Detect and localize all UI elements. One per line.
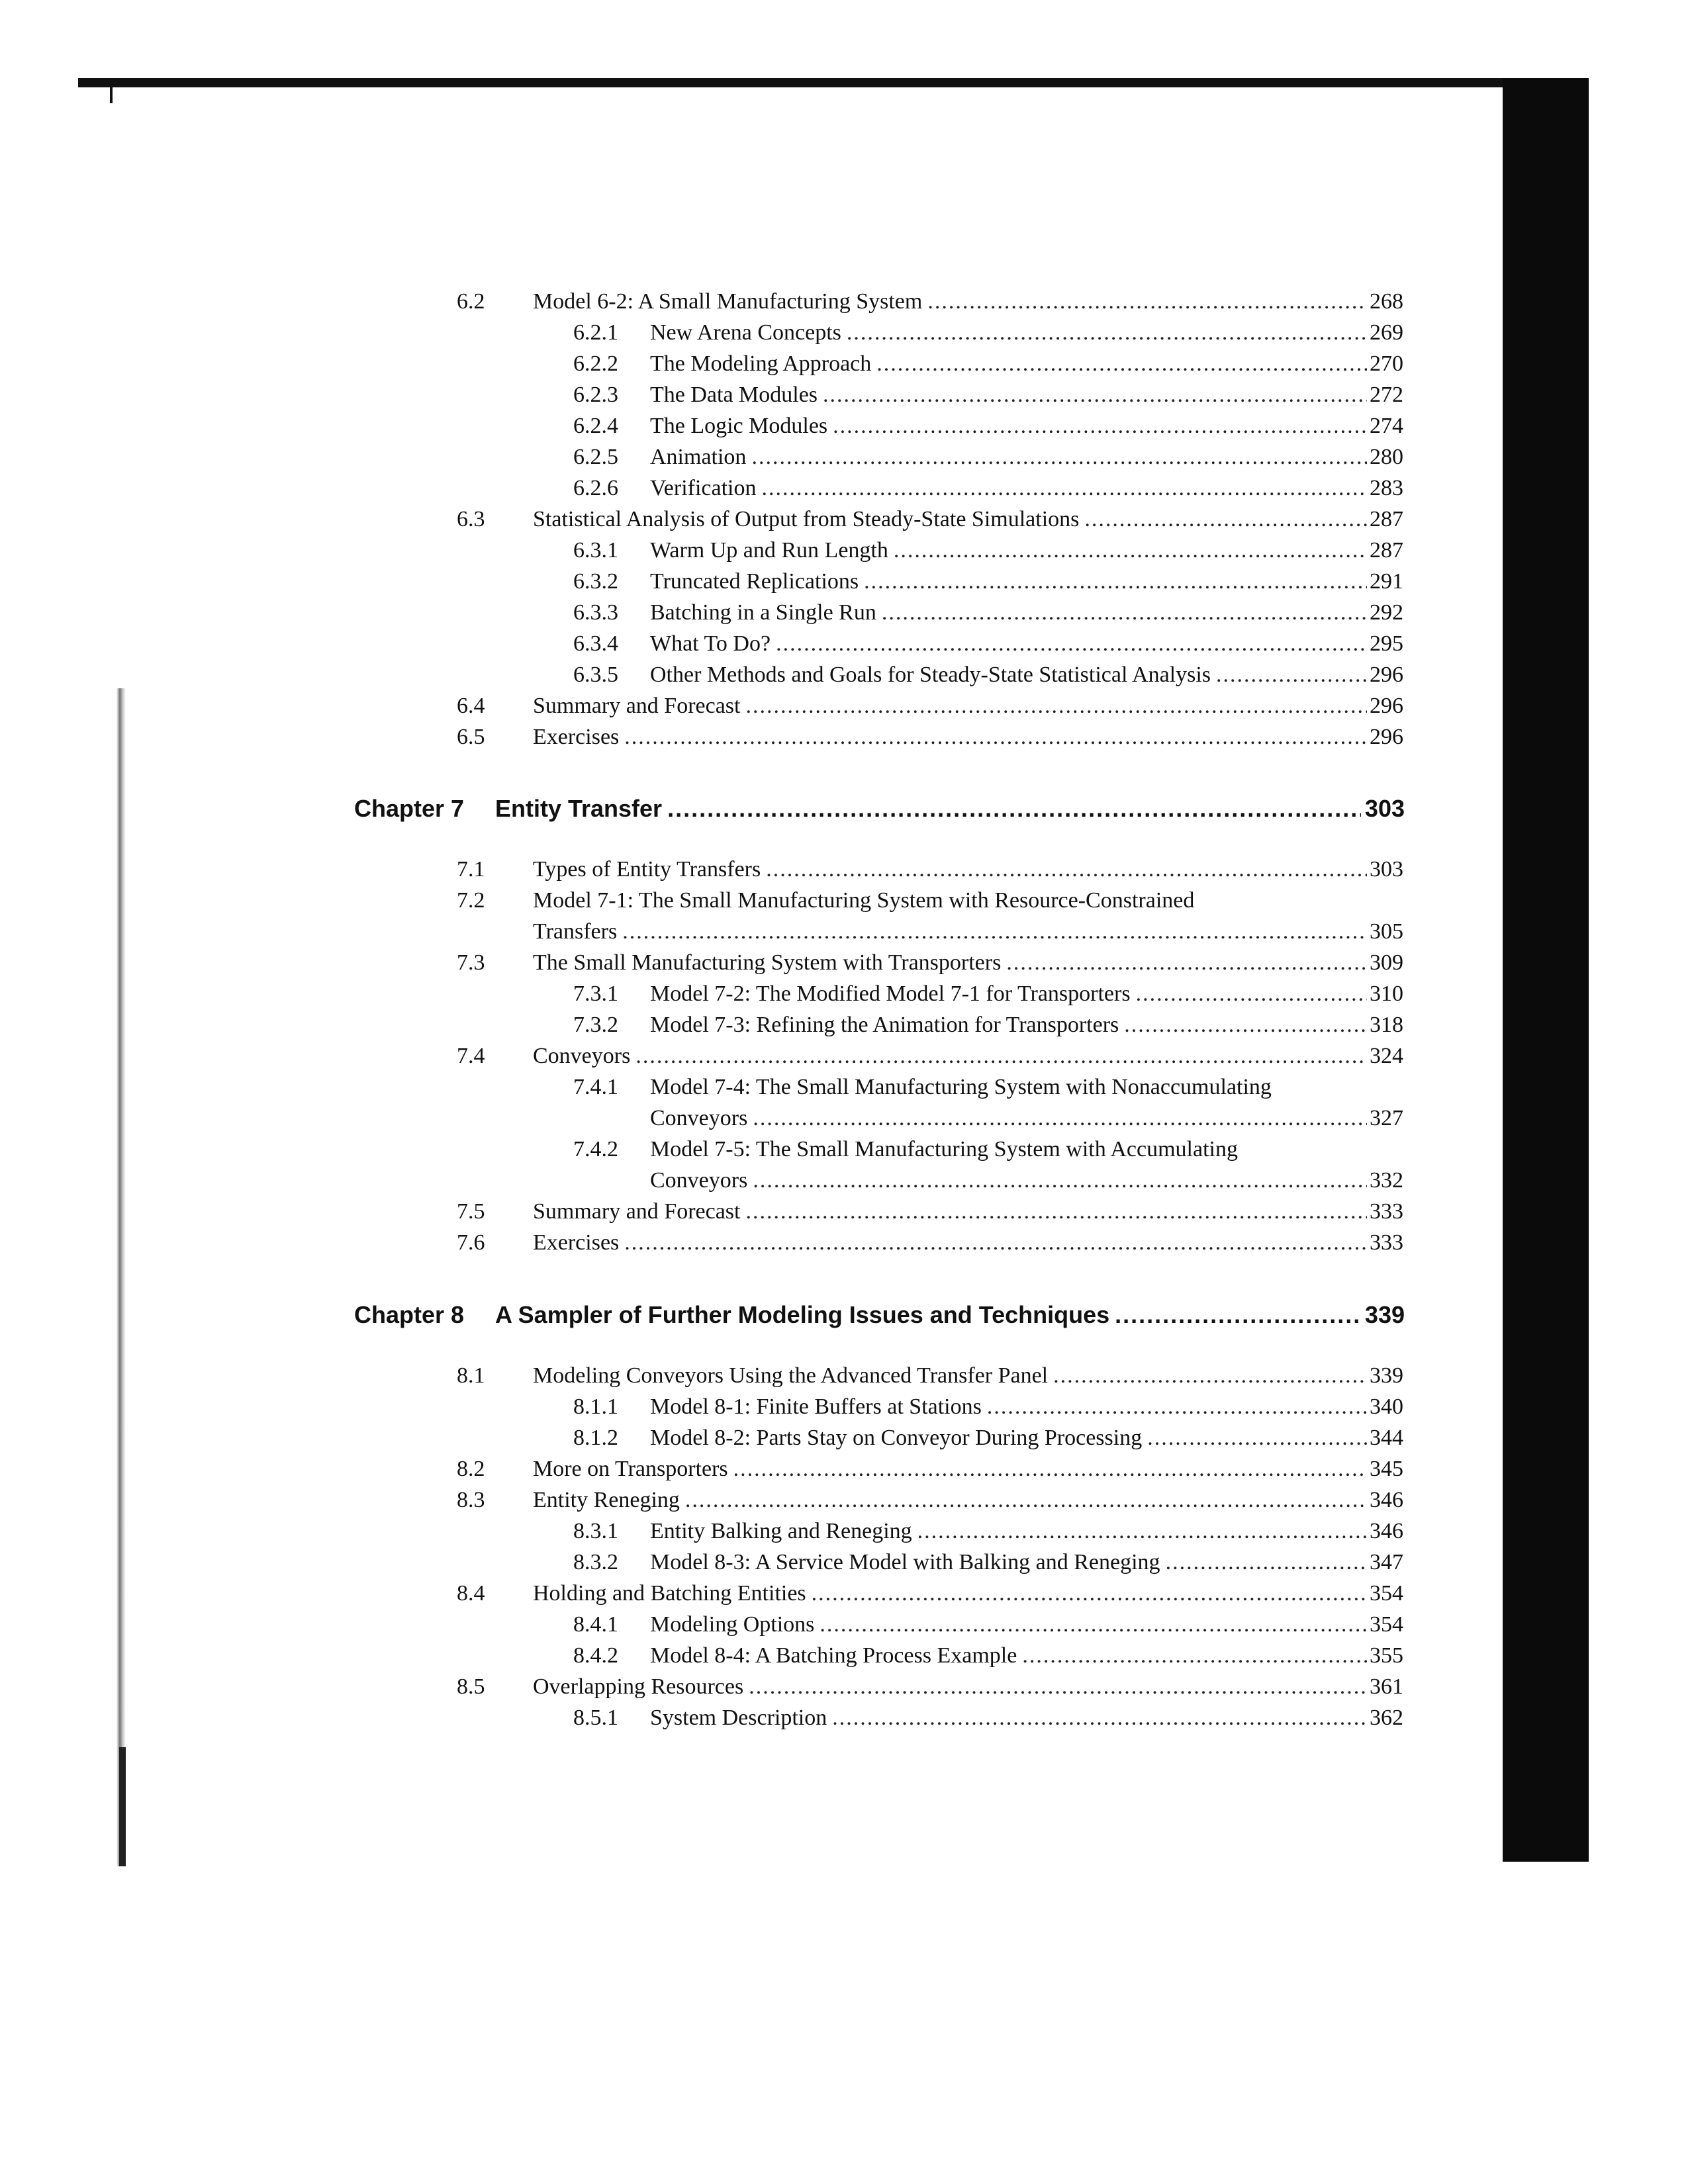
toc-title: Model 8-4: A Batching Process Example <box>650 1643 1017 1668</box>
toc-title: The Data Modules <box>650 383 818 407</box>
toc-title: Overlapping Resources <box>533 1674 744 1699</box>
toc-title: Statistical Analysis of Output from Steady-State Simulations <box>533 507 1080 531</box>
toc-num: 8.1.1 <box>573 1394 618 1419</box>
toc-title: Exercises <box>533 725 620 749</box>
toc-num: 8.3 <box>457 1488 485 1512</box>
toc-num: 6.2.4 <box>573 414 618 438</box>
toc-num: 6.3.5 <box>573 662 618 687</box>
scan-top-edge <box>78 78 1589 87</box>
toc-title-line1[interactable]: Model 7-1: The Small Manufacturing System with Resource-Constrained <box>533 888 1195 913</box>
leader-dots <box>927 286 1367 318</box>
toc-page: 354 <box>1370 1612 1403 1637</box>
toc-page: 327 <box>1370 1106 1403 1130</box>
chapter-page: 303 <box>1364 795 1405 822</box>
toc-num: 8.1.2 <box>573 1426 618 1450</box>
toc-page: 339 <box>1370 1363 1403 1388</box>
toc-page: 295 <box>1370 631 1403 656</box>
leader-dots <box>1022 1640 1367 1672</box>
toc-page: 280 <box>1370 445 1403 469</box>
toc-page: 354 <box>1370 1581 1403 1606</box>
toc-title: Model 7-2: The Modified Model 7-1 for Transporters <box>650 981 1131 1006</box>
chapter-title: A Sampler of Further Modeling Issues and Techniques <box>495 1301 1110 1328</box>
toc-entry-6-3-1[interactable] <box>650 535 1403 567</box>
toc-num: 8.5 <box>457 1674 485 1699</box>
toc-num: 8.4.2 <box>573 1643 618 1668</box>
leader-dots <box>1216 659 1367 691</box>
toc-num: 7.3.2 <box>573 1013 618 1037</box>
toc-entry-7-3[interactable] <box>533 947 1403 979</box>
toc-page: 291 <box>1370 569 1403 594</box>
toc-num: 6.2.1 <box>573 320 618 345</box>
leader-dots <box>1006 947 1367 979</box>
toc-num: 8.4.1 <box>573 1612 618 1637</box>
toc-title: Model 7-3: Refining the Animation for Transporters <box>650 1013 1119 1037</box>
toc-num: 7.4.2 <box>573 1137 618 1161</box>
toc-title: Summary and Forecast <box>533 694 741 718</box>
toc-title: Summary and Forecast <box>533 1199 741 1224</box>
toc-page: 303 <box>1370 857 1403 882</box>
toc-page: 344 <box>1370 1426 1403 1450</box>
toc-num: 7.3 <box>457 950 485 975</box>
toc-title: What To Do? <box>650 631 771 656</box>
toc-page: 292 <box>1370 600 1403 625</box>
toc-num: 7.4.1 <box>573 1075 618 1099</box>
toc-title: Modeling Conveyors Using the Advanced Transfer Panel <box>533 1363 1049 1388</box>
leader-dots <box>832 1702 1367 1734</box>
leader-dots <box>624 1227 1367 1259</box>
leader-dots <box>762 473 1368 504</box>
leader-dots <box>1053 1360 1367 1392</box>
toc-num: 7.1 <box>457 857 485 882</box>
leader-dots <box>833 410 1367 442</box>
toc-num: 6.2.2 <box>573 351 618 376</box>
chapter-page: 339 <box>1364 1301 1405 1328</box>
toc-entry-8-1[interactable] <box>533 1360 1403 1392</box>
toc-entry-6-3-2[interactable] <box>650 566 1403 598</box>
toc-page: 310 <box>1370 981 1403 1006</box>
leader-dots <box>882 597 1367 629</box>
toc-title: Model 6-2: A Small Manufacturing System <box>533 289 923 314</box>
leader-dots <box>749 1671 1367 1703</box>
toc-num: 6.2.5 <box>573 445 618 469</box>
toc-entry-6-3-5[interactable] <box>650 659 1403 691</box>
toc-title: Model 8-2: Parts Stay on Conveyor During Processing <box>650 1426 1143 1450</box>
toc-title: Model 8-1: Finite Buffers at Stations <box>650 1394 982 1419</box>
toc-entry-8-1-2[interactable] <box>650 1422 1403 1454</box>
toc-entry-7-4-2[interactable] <box>650 1165 1403 1197</box>
leader-dots <box>864 566 1367 598</box>
toc-num: 7.6 <box>457 1230 485 1255</box>
toc-title: The Small Manufacturing System with Transporters <box>533 950 1002 975</box>
toc-entry-6-3-4[interactable] <box>650 628 1403 660</box>
leader-dots <box>1124 1009 1367 1041</box>
toc-entry-7-4-1[interactable] <box>650 1103 1403 1134</box>
toc-page: 270 <box>1370 351 1403 376</box>
toc-page: 283 <box>1370 476 1403 500</box>
chapter-label: Chapter 7 <box>354 795 465 822</box>
toc-title-line2: Transfers <box>533 919 618 944</box>
leader-dots <box>820 1609 1367 1641</box>
toc-page: 296 <box>1370 725 1403 749</box>
toc-title: Truncated Replications <box>650 569 859 594</box>
toc-num: 8.3.2 <box>573 1550 618 1574</box>
toc-page: 287 <box>1370 507 1403 531</box>
toc-title-line2: Conveyors <box>650 1106 748 1130</box>
toc-page: 362 <box>1370 1706 1403 1730</box>
toc-entry-8-3-2[interactable] <box>650 1547 1403 1578</box>
toc-title-line1[interactable]: Model 7-5: The Small Manufacturing System with Accumulating <box>650 1137 1238 1161</box>
scan-right-edge <box>1503 78 1589 1862</box>
toc-page: 355 <box>1370 1643 1403 1668</box>
scan-left-edge-dark <box>119 1747 126 1866</box>
toc-num: 6.3 <box>457 507 485 531</box>
toc-num: 6.3.3 <box>573 600 618 625</box>
leader-dots <box>1136 978 1367 1010</box>
toc-entry-6-4[interactable] <box>533 690 1403 722</box>
toc-entry-7-2[interactable] <box>533 916 1403 948</box>
leader-dots <box>766 854 1367 886</box>
toc-entry-7-6[interactable] <box>533 1227 1403 1259</box>
toc-page: 340 <box>1370 1394 1403 1419</box>
toc-title: Entity Balking and Reneging <box>650 1519 912 1543</box>
toc-num: 6.2.6 <box>573 476 618 500</box>
toc-title: Holding and Batching Entities <box>533 1581 806 1606</box>
toc-page: 333 <box>1370 1199 1403 1224</box>
toc-title: Other Methods and Goals for Steady-State Statistical Analysis <box>650 662 1211 687</box>
toc-entry-8-4[interactable] <box>533 1578 1403 1610</box>
toc-page: 318 <box>1370 1013 1403 1037</box>
toc-entry-6-2-1[interactable] <box>650 317 1403 349</box>
toc-num: 6.3.2 <box>573 569 618 594</box>
chapter-7-heading[interactable] <box>354 792 1405 826</box>
leader-dots <box>733 1453 1367 1485</box>
leader-dots <box>876 348 1367 380</box>
toc-num: 8.3.1 <box>573 1519 618 1543</box>
leader-dots <box>823 379 1367 411</box>
leader-dots <box>1115 1298 1361 1332</box>
chapter-label: Chapter 8 <box>354 1301 465 1328</box>
toc-page: 287 <box>1370 538 1403 563</box>
leader-dots <box>1147 1422 1367 1454</box>
toc-num: 7.3.1 <box>573 981 618 1006</box>
toc-page: 305 <box>1370 919 1403 944</box>
leader-dots <box>1166 1547 1367 1578</box>
toc-num: 8.1 <box>457 1363 485 1388</box>
leader-dots <box>751 441 1367 473</box>
toc-num: 6.2 <box>457 289 485 314</box>
toc-title: New Arena Concepts <box>650 320 841 345</box>
toc-entry-8-3-1[interactable] <box>650 1516 1403 1547</box>
toc-entry-8-4-2[interactable] <box>650 1640 1403 1672</box>
toc-title: Modeling Options <box>650 1612 815 1637</box>
toc-entry-6-3-3[interactable] <box>650 597 1403 629</box>
toc-page: 332 <box>1370 1168 1403 1193</box>
toc-page: 268 <box>1370 289 1403 314</box>
toc-num: 7.4 <box>457 1044 485 1068</box>
toc-entry-7-3-1[interactable] <box>650 978 1403 1010</box>
toc-title-line2: Conveyors <box>650 1168 748 1193</box>
leader-dots <box>917 1516 1367 1547</box>
leader-dots <box>753 1165 1367 1197</box>
leader-dots <box>1084 504 1367 535</box>
toc-entry-6-5[interactable] <box>533 721 1403 753</box>
toc-page: 333 <box>1370 1230 1403 1255</box>
toc-page: 361 <box>1370 1674 1403 1699</box>
toc-page: 346 <box>1370 1519 1403 1543</box>
toc-entry-6-2-3[interactable] <box>650 379 1403 411</box>
toc-entry-8-1-1[interactable] <box>650 1391 1403 1423</box>
toc-page: 324 <box>1370 1044 1403 1068</box>
toc-entry-6-2[interactable] <box>533 286 1403 318</box>
toc-page: 345 <box>1370 1457 1403 1481</box>
chapter-title: Entity Transfer <box>495 795 663 822</box>
leader-dots <box>635 1040 1367 1072</box>
toc-entry-6-2-4[interactable] <box>650 410 1403 442</box>
toc-title-line1[interactable]: Model 7-4: The Small Manufacturing System with Nonaccumulating <box>650 1075 1272 1099</box>
leader-dots <box>667 792 1361 826</box>
leader-dots <box>746 1196 1368 1228</box>
toc-page: 269 <box>1370 320 1403 345</box>
toc-num: 8.5.1 <box>573 1706 618 1730</box>
toc-entry-7-4[interactable] <box>533 1040 1403 1072</box>
leader-dots <box>987 1391 1367 1423</box>
toc-title: Verification <box>650 476 757 500</box>
toc-title: Warm Up and Run Length <box>650 538 888 563</box>
toc-entry-6-2-2[interactable] <box>650 348 1403 380</box>
toc-num: 6.3.1 <box>573 538 618 563</box>
leader-dots <box>624 721 1367 753</box>
toc-page: 272 <box>1370 383 1403 407</box>
toc-entry-8-4-1[interactable] <box>650 1609 1403 1641</box>
toc-entry-8-2[interactable] <box>533 1453 1403 1485</box>
toc-page: 347 <box>1370 1550 1403 1574</box>
toc-title: Types of Entity Transfers <box>533 857 761 882</box>
toc-title: The Logic Modules <box>650 414 828 438</box>
toc-entry-8-5-1[interactable] <box>650 1702 1403 1734</box>
toc-num: 8.4 <box>457 1581 485 1606</box>
leader-dots <box>776 628 1367 660</box>
toc-title: System Description <box>650 1706 827 1730</box>
toc-num: 6.4 <box>457 694 485 718</box>
toc-title: The Modeling Approach <box>650 351 872 376</box>
toc-page: 296 <box>1370 662 1403 687</box>
toc-num: 6.5 <box>457 725 485 749</box>
toc-num: 8.2 <box>457 1457 485 1481</box>
toc-num: 6.3.4 <box>573 631 618 656</box>
toc-title: Batching in a Single Run <box>650 600 876 625</box>
toc-entry-6-2-5[interactable] <box>650 441 1403 473</box>
toc-page: 309 <box>1370 950 1403 975</box>
toc-title: Exercises <box>533 1230 620 1255</box>
toc-entry-6-2-6[interactable] <box>650 473 1403 504</box>
leader-dots <box>847 317 1367 349</box>
scan-tick-mark <box>110 83 113 103</box>
toc-entry-7-3-2[interactable] <box>650 1009 1403 1041</box>
toc-page: 296 <box>1370 694 1403 718</box>
leader-dots <box>753 1103 1367 1134</box>
leader-dots <box>622 916 1367 948</box>
leader-dots <box>894 535 1367 567</box>
toc-title: More on Transporters <box>533 1457 728 1481</box>
leader-dots <box>812 1578 1367 1610</box>
toc-entry-6-3[interactable] <box>533 504 1403 535</box>
chapter-8-heading[interactable] <box>354 1298 1405 1332</box>
toc-num: 6.2.3 <box>573 383 618 407</box>
toc-entry-7-5[interactable] <box>533 1196 1403 1228</box>
toc-num: 7.5 <box>457 1199 485 1224</box>
toc-title: Entity Reneging <box>533 1488 680 1512</box>
toc-entry-8-3[interactable] <box>533 1484 1403 1516</box>
leader-dots <box>746 690 1368 722</box>
scan-left-edge <box>117 688 126 1866</box>
leader-dots <box>685 1484 1367 1516</box>
toc-page: 274 <box>1370 414 1403 438</box>
toc-title: Animation <box>650 445 747 469</box>
toc-title: Model 8-3: A Service Model with Balking and Reneging <box>650 1550 1160 1574</box>
toc-entry-8-5[interactable] <box>533 1671 1403 1703</box>
toc-title: Conveyors <box>533 1044 631 1068</box>
toc-entry-7-1[interactable] <box>533 854 1403 886</box>
toc-page: 346 <box>1370 1488 1403 1512</box>
toc-num: 7.2 <box>457 888 485 913</box>
